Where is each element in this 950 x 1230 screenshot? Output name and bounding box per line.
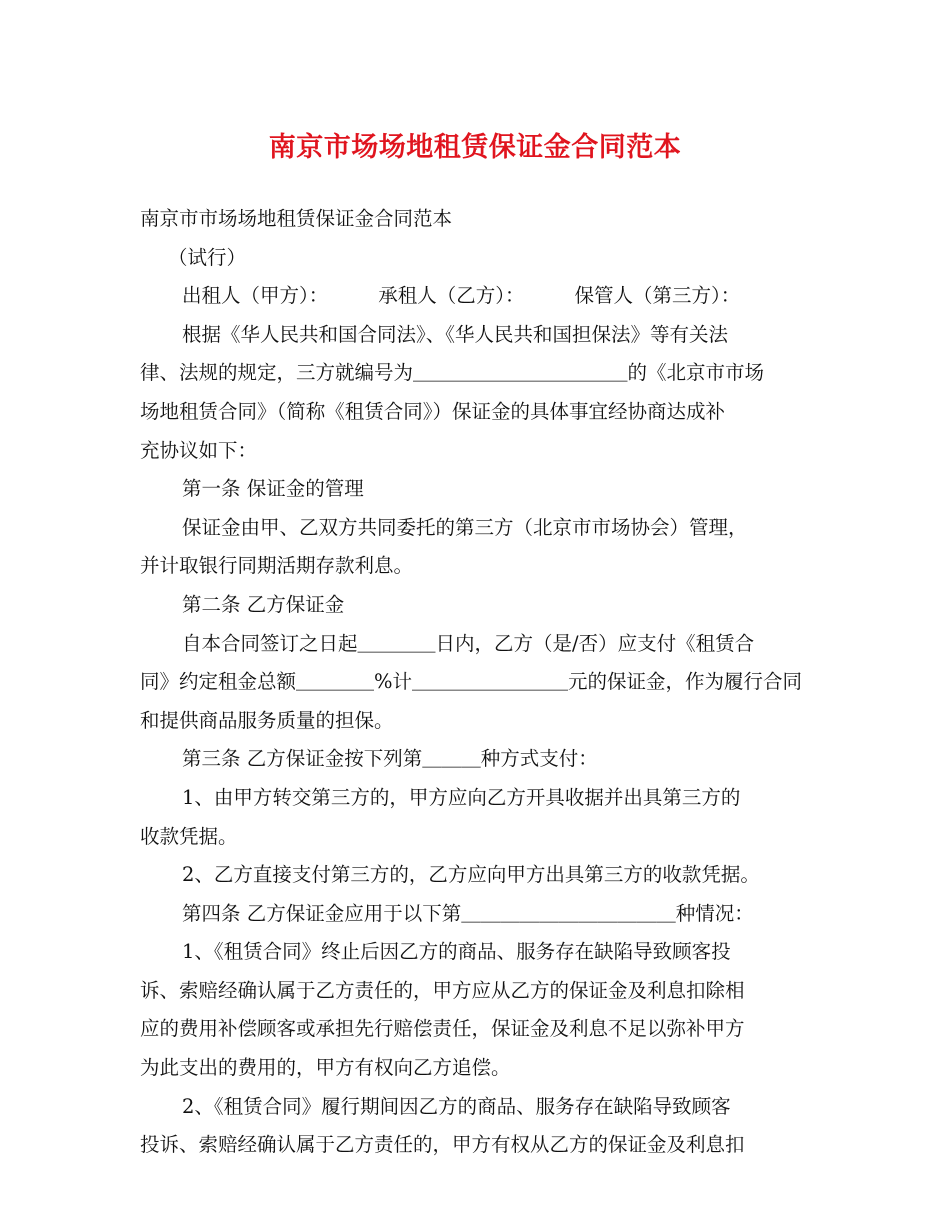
clause-heading: 第四条 乙方保证金应用于以下第＿＿＿＿＿＿＿＿＿＿＿种情况： xyxy=(182,901,754,925)
body-line: 和提供商品服务质量的担保。 xyxy=(140,708,394,732)
clause-heading: 第一条 保证金的管理 xyxy=(182,477,364,501)
lessee-label: 承租人（乙方）： xyxy=(378,284,525,308)
body-line: 1、由甲方转交第三方的，甲方应向乙方开具收据并出具第三方的 xyxy=(182,785,741,809)
body-line: 1、《租赁合同》终止后因乙方的商品、服务存在缺陷导致顾客投 xyxy=(182,940,731,964)
body-line: 保证金由甲、乙双方共同委托的第三方（北京市市场协会）管理， xyxy=(182,515,748,539)
body-line: 2、乙方直接支付第三方的，乙方应向甲方出具第三方的收款凭据。 xyxy=(182,863,760,887)
body-line: 应的费用补偿顾客或承担先行赔偿责任，保证金及利息不足以弥补甲方 xyxy=(140,1017,745,1041)
body-line: 充协议如下： xyxy=(140,438,258,462)
body-line: 场地租赁合同》（简称《租赁合同》）保证金的具体事宜经协商达成补 xyxy=(140,399,726,423)
parties-line xyxy=(140,277,820,316)
custodian-label: 保管人（第三方）： xyxy=(574,284,741,308)
document-title: 南京市场场地租赁保证金合同范本 xyxy=(268,132,682,163)
body-line: 2、《租赁合同》履行期间因乙方的商品、服务存在缺陷导致顾客 xyxy=(182,1094,731,1118)
body-line: 并计取银行同期活期存款利息。 xyxy=(140,554,414,578)
body-line: 律、法规的规定，三方就编号为＿＿＿＿＿＿＿＿＿＿＿的《北京市市场 xyxy=(140,361,765,385)
body-line: 根据《华人民共和国合同法》、《华人民共和国担保法》等有关法 xyxy=(182,322,729,346)
clause-heading: 第三条 乙方保证金按下列第＿＿＿种方式支付： xyxy=(182,747,598,771)
body-line: 诉、索赔经确认属于乙方责任的，甲方应从乙方的保证金及利息扣除相 xyxy=(140,978,745,1002)
body-line: 自本合同签订之日起＿＿＿＿日内，乙方（是/否）应支付《租赁合 xyxy=(182,631,755,655)
body-line: （试行） xyxy=(168,245,247,269)
clause-heading: 第二条 乙方保证金 xyxy=(182,592,345,616)
body-line: 同》约定租金总额＿＿＿＿%计＿＿＿＿＿＿＿＿元的保证金，作为履行合同 xyxy=(140,670,803,694)
body-line: 投诉、索赔经确认属于乙方责任的，甲方有权从乙方的保证金及利息扣 xyxy=(140,1133,745,1157)
body-line: 收款凭据。 xyxy=(140,824,238,848)
lessor-label: 出租人（甲方）： xyxy=(182,284,329,308)
body-line: 南京市市场场地租赁保证金合同范本 xyxy=(140,207,453,230)
body-line: 为此支出的费用的，甲方有权向乙方追偿。 xyxy=(140,1056,511,1080)
document-body xyxy=(140,200,820,1165)
